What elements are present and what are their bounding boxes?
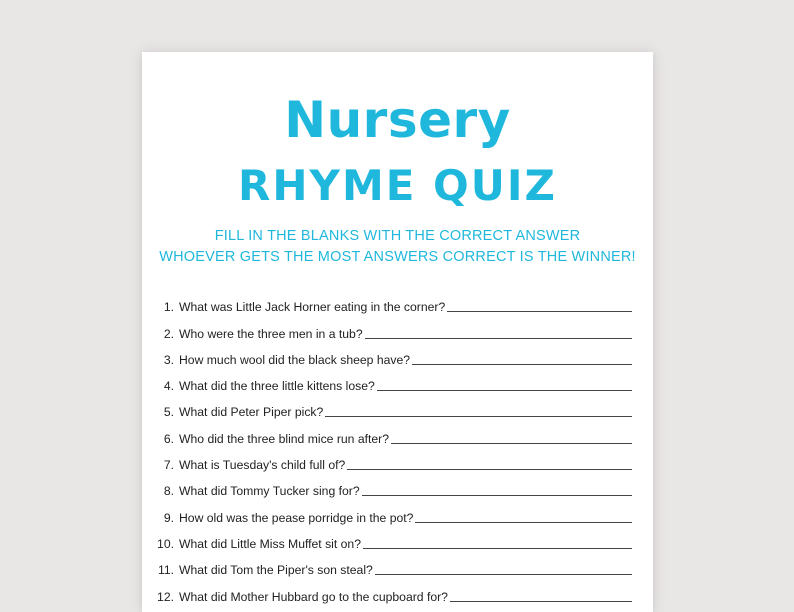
- question-item: [156, 367, 632, 393]
- question-item: [156, 525, 632, 551]
- question-text: Who did the three blind mice run after?: [179, 431, 390, 446]
- question-item: [156, 393, 632, 419]
- answer-blank[interactable]: [415, 521, 632, 523]
- answer-blank[interactable]: [447, 310, 632, 312]
- question-text: What did Tom the Piper's son steal?: [179, 563, 373, 578]
- question-number: 9.: [163, 510, 174, 525]
- question-text: What did Mother Hubbard go to the cupboard for?: [179, 589, 448, 604]
- question-item: [156, 577, 632, 603]
- answer-blank[interactable]: [377, 389, 632, 391]
- page-subtitle: RHYME QUIZ: [238, 161, 557, 210]
- question-number: 2.: [163, 326, 174, 341]
- question-item: [156, 341, 632, 367]
- answer-blank[interactable]: [412, 363, 632, 365]
- question-number: 1.: [163, 300, 174, 315]
- question-text: How much wool did the black sheep have?: [179, 352, 411, 367]
- question-item: [156, 472, 632, 498]
- question-text: What did Peter Piper pick?: [179, 405, 324, 420]
- answer-blank[interactable]: [391, 442, 632, 444]
- question-text: What did Little Miss Muffet sit on?: [179, 536, 361, 551]
- question-text: What did the three little kittens lose?: [179, 379, 375, 394]
- question-item: [156, 314, 632, 340]
- question-item: [156, 419, 632, 445]
- question-item: [156, 498, 632, 524]
- question-list: [156, 288, 632, 604]
- answer-blank[interactable]: [363, 547, 632, 549]
- answer-blank[interactable]: [325, 415, 632, 417]
- answer-blank[interactable]: [450, 600, 632, 602]
- question-text: How old was the pease porridge in the pot?: [179, 510, 414, 525]
- question-number: 3.: [163, 352, 174, 367]
- instructions: [142, 226, 653, 268]
- question-number: 8.: [163, 484, 174, 499]
- instructions-line-2: WHOEVER GETS THE MOST ANSWERS CORRECT IS THE WINNER!: [159, 249, 636, 265]
- quiz-sheet: [142, 52, 653, 612]
- question-number: 10.: [157, 536, 174, 551]
- question-number: 7.: [163, 458, 174, 473]
- question-item: [156, 551, 632, 577]
- instructions-line-1: FILL IN THE BLANKS WITH THE CORRECT ANSWER: [214, 228, 581, 244]
- answer-blank[interactable]: [365, 337, 632, 339]
- question-text: What was Little Jack Horner eating in the corner?: [179, 300, 446, 315]
- question-number: 11.: [157, 563, 174, 578]
- answer-blank[interactable]: [375, 573, 632, 575]
- page-title: Nursery: [284, 91, 511, 149]
- answer-blank[interactable]: [362, 494, 632, 496]
- question-item: [156, 446, 632, 472]
- question-number: 5.: [163, 405, 174, 420]
- question-text: What is Tuesday's child full of?: [179, 458, 346, 473]
- question-number: 4.: [163, 379, 174, 394]
- question-number: 6.: [163, 431, 174, 446]
- question-number: 12.: [157, 589, 174, 604]
- question-text: Who were the three men in a tub?: [179, 326, 363, 341]
- question-item: [156, 288, 632, 314]
- answer-blank[interactable]: [347, 468, 632, 470]
- question-text: What did Tommy Tucker sing for?: [179, 484, 360, 499]
